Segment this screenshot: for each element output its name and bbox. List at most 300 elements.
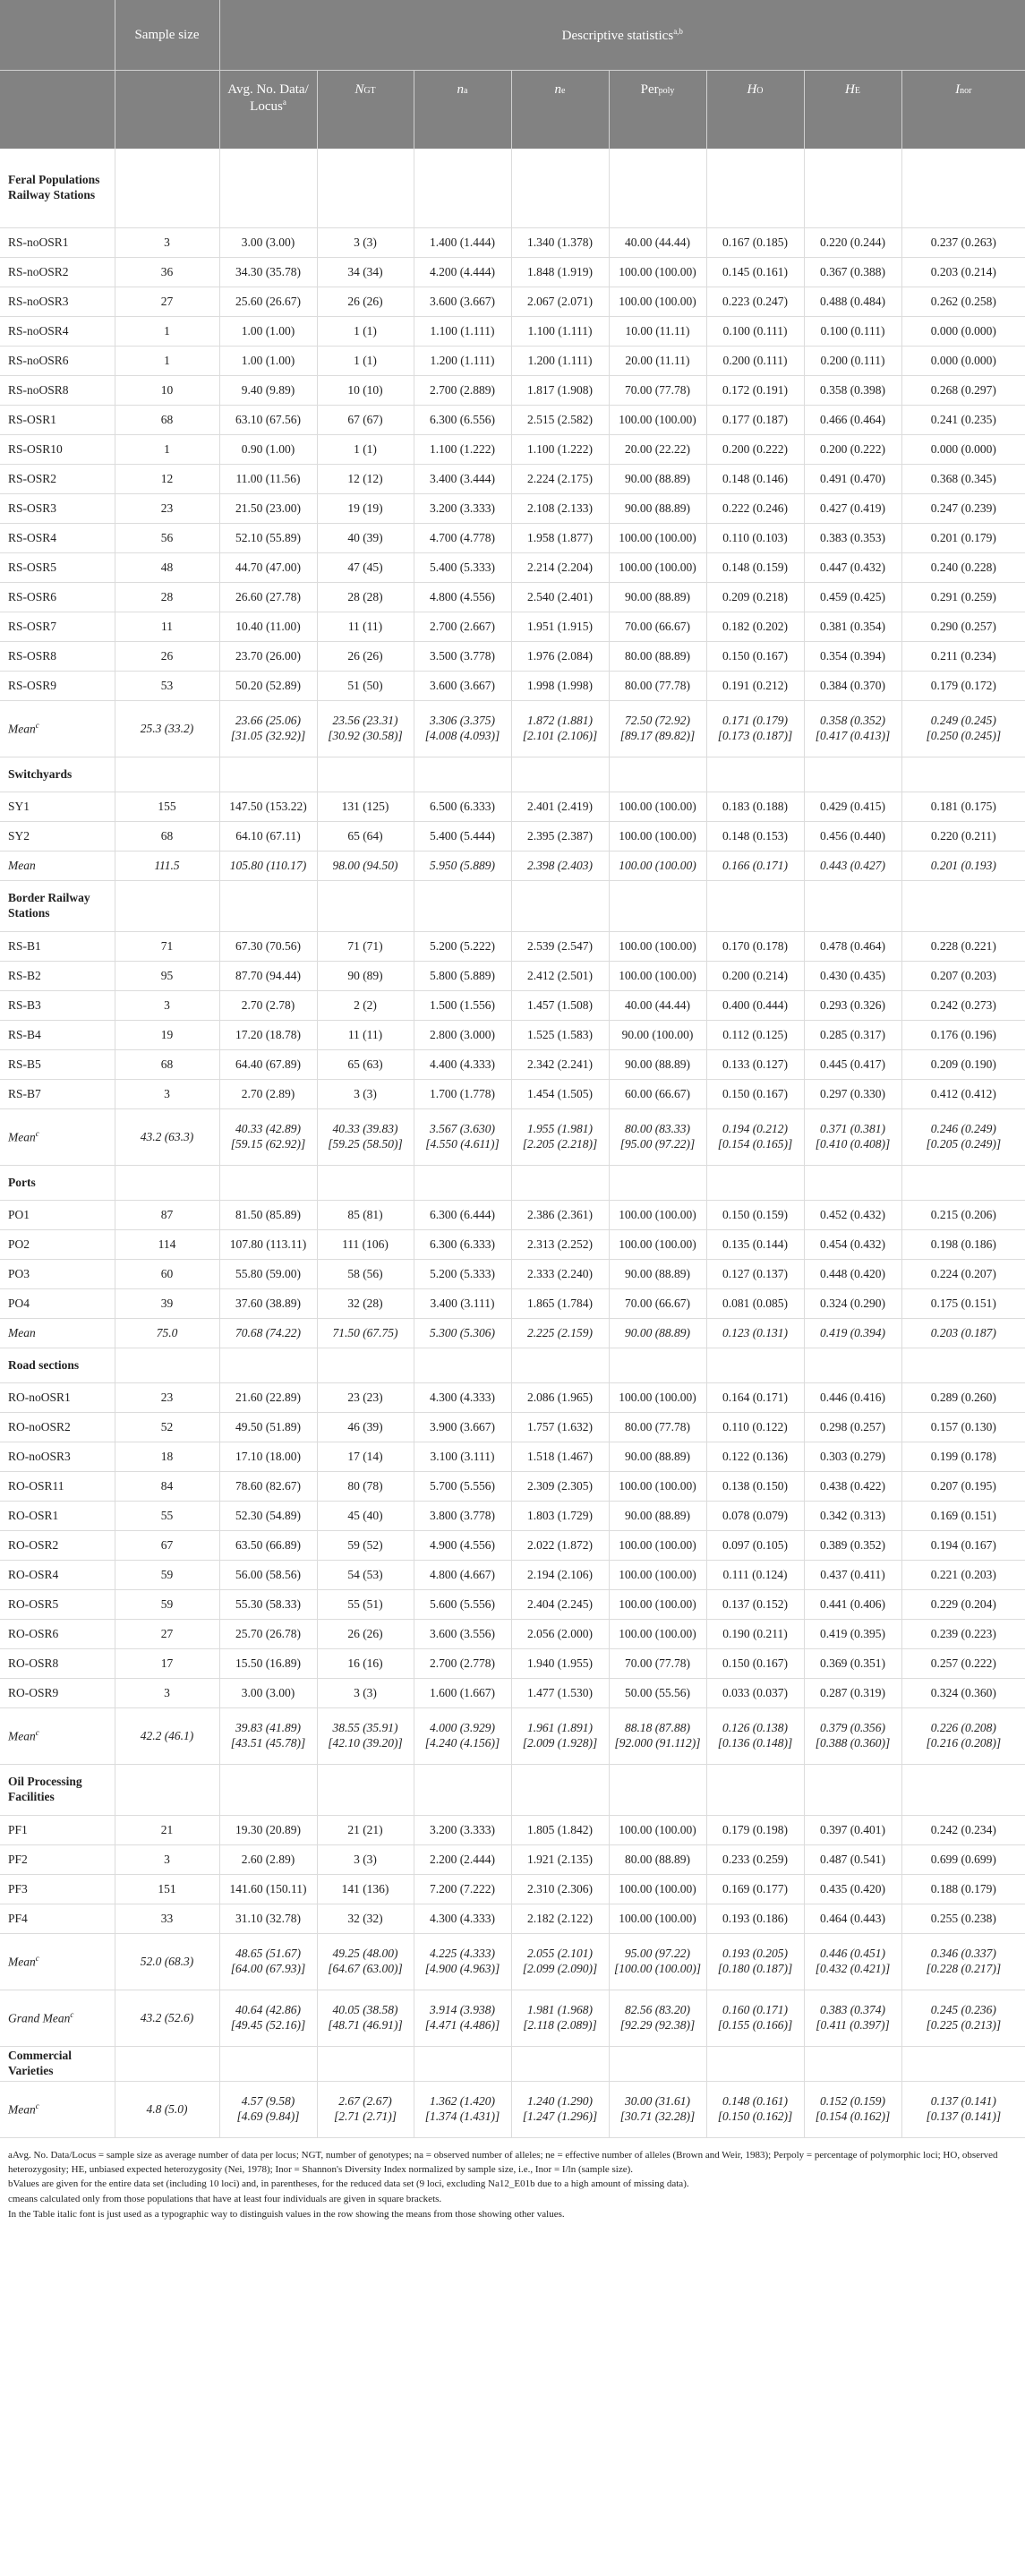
cell-ngt: 26 (26) xyxy=(317,287,414,317)
cell-na: 3.600 (3.667) xyxy=(414,672,511,701)
table-row xyxy=(0,494,1025,524)
cell-avg: 63.50 (66.89) xyxy=(219,1531,317,1561)
cell-per: 100.00 (100.00) xyxy=(609,1531,706,1561)
population-name: PO3 xyxy=(0,1260,115,1289)
table-row xyxy=(0,1260,1025,1289)
cell-n: 17 xyxy=(115,1649,219,1679)
mean-cell-avg: 39.83 (41.89) [43.51 (45.78)] xyxy=(219,1708,317,1765)
mean-cell-ngt: 71.50 (67.75) xyxy=(317,1319,414,1348)
header-avg-sup: a xyxy=(282,98,286,107)
mean-cell-ho: 0.171 (0.179) [0.173 (0.187)] xyxy=(706,701,804,757)
cell-ne: 2.214 (2.204) xyxy=(511,553,609,583)
cell-na: 5.800 (5.889) xyxy=(414,962,511,991)
group-empty-cell xyxy=(804,1348,901,1383)
mean-row xyxy=(0,1109,1025,1166)
cell-ho: 0.078 (0.079) xyxy=(706,1502,804,1531)
cell-per: 80.00 (88.89) xyxy=(609,642,706,672)
cell-per: 90.00 (88.89) xyxy=(609,1502,706,1531)
cell-ngt: 141 (136) xyxy=(317,1875,414,1904)
mean-row xyxy=(0,701,1025,757)
cell-ngt: 19 (19) xyxy=(317,494,414,524)
cell-he: 0.397 (0.401) xyxy=(804,1816,901,1845)
cell-n: 23 xyxy=(115,494,219,524)
cell-avg: 3.00 (3.00) xyxy=(219,1679,317,1708)
cell-ne: 1.457 (1.508) xyxy=(511,991,609,1021)
cell-ne: 1.976 (2.084) xyxy=(511,642,609,672)
cell-inor: 0.194 (0.167) xyxy=(901,1531,1025,1561)
cell-inor: 0.203 (0.214) xyxy=(901,258,1025,287)
mean-cell-ho: 0.194 (0.212) [0.154 (0.165)] xyxy=(706,1109,804,1166)
population-name: RO-OSR5 xyxy=(0,1590,115,1620)
population-name: RS-noOSR3 xyxy=(0,287,115,317)
group-empty-cell xyxy=(901,1765,1025,1816)
group-empty-cell xyxy=(219,881,317,932)
group-title: Border Railway Stations xyxy=(0,881,115,932)
table-row xyxy=(0,1590,1025,1620)
mean-cell-inor: 0.226 (0.208) [0.216 (0.208)] xyxy=(901,1708,1025,1765)
cell-per: 100.00 (100.00) xyxy=(609,524,706,553)
cell-per: 100.00 (100.00) xyxy=(609,1201,706,1230)
group-empty-cell xyxy=(317,1765,414,1816)
cell-avg: 56.00 (58.56) xyxy=(219,1561,317,1590)
cell-avg: 52.30 (54.89) xyxy=(219,1502,317,1531)
cell-ho: 0.167 (0.185) xyxy=(706,228,804,258)
mean-cell-na: 3.914 (3.938) [4.471 (4.486)] xyxy=(414,1990,511,2047)
mean-cell-ho: 0.123 (0.131) xyxy=(706,1319,804,1348)
mean-cell-he: 0.446 (0.451) [0.432 (0.421)] xyxy=(804,1934,901,1990)
cell-ngt: 71 (71) xyxy=(317,932,414,962)
cell-inor: 0.247 (0.239) xyxy=(901,494,1025,524)
cell-ne: 1.477 (1.530) xyxy=(511,1679,609,1708)
group-empty-cell xyxy=(414,1348,511,1383)
population-name: RO-OSR8 xyxy=(0,1649,115,1679)
header-inor-sub: nor xyxy=(960,86,972,96)
mean-cell-ho: 0.160 (0.171) [0.155 (0.166)] xyxy=(706,1990,804,2047)
cell-ne: 1.100 (1.111) xyxy=(511,317,609,347)
mean-cell-inor: 0.203 (0.187) xyxy=(901,1319,1025,1348)
mean-cell-na: 4.000 (3.929) [4.240 (4.156)] xyxy=(414,1708,511,1765)
mean-row xyxy=(0,1934,1025,1990)
group-empty-cell xyxy=(115,149,219,228)
population-name: RS-OSR4 xyxy=(0,524,115,553)
cell-ho: 0.145 (0.161) xyxy=(706,258,804,287)
mean-cell-inor: 0.246 (0.249) [0.205 (0.249)] xyxy=(901,1109,1025,1166)
group-empty-cell xyxy=(511,1348,609,1383)
cell-he: 0.446 (0.416) xyxy=(804,1383,901,1413)
table-row xyxy=(0,1442,1025,1472)
header-ne xyxy=(511,71,609,150)
cell-n: 53 xyxy=(115,672,219,701)
cell-per: 100.00 (100.00) xyxy=(609,962,706,991)
table-row xyxy=(0,1816,1025,1845)
mean-cell-na: 5.300 (5.306) xyxy=(414,1319,511,1348)
cell-per: 90.00 (88.89) xyxy=(609,1050,706,1080)
mean-cell-per: 88.18 (87.88) [92.000 (91.112)] xyxy=(609,1708,706,1765)
cell-ne: 1.958 (1.877) xyxy=(511,524,609,553)
group-header-row xyxy=(0,1348,1025,1383)
mean-cell-avg: 4.57 (9.58) [4.69 (9.84)] xyxy=(219,2082,317,2138)
cell-n: 12 xyxy=(115,465,219,494)
cell-avg: 21.50 (23.00) xyxy=(219,494,317,524)
mean-label xyxy=(0,2082,115,2138)
cell-avg: 55.80 (59.00) xyxy=(219,1260,317,1289)
cell-ho: 0.100 (0.111) xyxy=(706,317,804,347)
cell-ngt: 80 (78) xyxy=(317,1472,414,1502)
cell-per: 90.00 (88.89) xyxy=(609,494,706,524)
group-empty-cell xyxy=(219,2047,317,2082)
cell-inor: 0.207 (0.195) xyxy=(901,1472,1025,1502)
cell-avg: 63.10 (67.56) xyxy=(219,406,317,435)
cell-avg: 78.60 (82.67) xyxy=(219,1472,317,1502)
group-empty-cell xyxy=(115,1166,219,1201)
cell-inor: 0.176 (0.196) xyxy=(901,1021,1025,1050)
cell-per: 100.00 (100.00) xyxy=(609,792,706,822)
population-name: RS-OSR10 xyxy=(0,435,115,465)
cell-avg: 55.30 (58.33) xyxy=(219,1590,317,1620)
population-name: RO-OSR6 xyxy=(0,1620,115,1649)
group-empty-cell xyxy=(511,881,609,932)
table-row xyxy=(0,932,1025,962)
cell-he: 0.293 (0.326) xyxy=(804,991,901,1021)
cell-he: 0.369 (0.351) xyxy=(804,1649,901,1679)
cell-ne: 1.518 (1.467) xyxy=(511,1442,609,1472)
cell-na: 1.500 (1.556) xyxy=(414,991,511,1021)
cell-na: 6.300 (6.556) xyxy=(414,406,511,435)
group-empty-cell xyxy=(115,757,219,792)
header-descriptive-sup: a,b xyxy=(673,26,683,36)
cell-ngt: 3 (3) xyxy=(317,228,414,258)
mean-cell-n: 111.5 xyxy=(115,852,219,881)
cell-ngt: 12 (12) xyxy=(317,465,414,494)
cell-per: 100.00 (100.00) xyxy=(609,553,706,583)
group-title: Road sections xyxy=(0,1348,115,1383)
population-name: RS-noOSR8 xyxy=(0,376,115,406)
cell-ho: 0.172 (0.191) xyxy=(706,376,804,406)
mean-cell-ngt: 49.25 (48.00) [64.67 (63.00)] xyxy=(317,1934,414,1990)
cell-n: 39 xyxy=(115,1289,219,1319)
mean-label-sup: c xyxy=(35,1953,39,1963)
group-title: Switchyards xyxy=(0,757,115,792)
mean-cell-avg: 40.33 (42.89) [59.15 (62.92)] xyxy=(219,1109,317,1166)
cell-n: 84 xyxy=(115,1472,219,1502)
header-avg-text: Avg. No. Data/ Locus xyxy=(227,82,309,114)
cell-inor: 0.237 (0.263) xyxy=(901,228,1025,258)
table-row xyxy=(0,435,1025,465)
footnote: bValues are given for the entire data set (including 10 loci) and, in parentheses, for the reduced data set (9 loci, excluding Na12_E01b due to a high amount of missing data). xyxy=(8,2178,689,2189)
cell-na: 5.600 (5.556) xyxy=(414,1590,511,1620)
population-name: RS-B5 xyxy=(0,1050,115,1080)
cell-ngt: 58 (56) xyxy=(317,1260,414,1289)
header-ho-sub: O xyxy=(756,86,764,96)
group-empty-cell xyxy=(706,1166,804,1201)
cell-per: 70.00 (77.78) xyxy=(609,1649,706,1679)
cell-he: 0.464 (0.443) xyxy=(804,1904,901,1934)
cell-ho: 0.191 (0.212) xyxy=(706,672,804,701)
cell-he: 0.441 (0.406) xyxy=(804,1590,901,1620)
cell-ho: 0.200 (0.222) xyxy=(706,435,804,465)
cell-ngt: 85 (81) xyxy=(317,1201,414,1230)
cell-he: 0.287 (0.319) xyxy=(804,1679,901,1708)
cell-he: 0.487 (0.541) xyxy=(804,1845,901,1875)
cell-na: 3.500 (3.778) xyxy=(414,642,511,672)
cell-he: 0.454 (0.432) xyxy=(804,1230,901,1260)
cell-n: 27 xyxy=(115,287,219,317)
group-title: Commercial Varieties xyxy=(0,2047,115,2082)
cell-n: 55 xyxy=(115,1502,219,1531)
cell-avg: 3.00 (3.00) xyxy=(219,228,317,258)
cell-avg: 9.40 (9.89) xyxy=(219,376,317,406)
cell-ne: 1.100 (1.222) xyxy=(511,435,609,465)
population-name: RO-OSR11 xyxy=(0,1472,115,1502)
group-header-row xyxy=(0,1166,1025,1201)
group-empty-cell xyxy=(115,881,219,932)
group-empty-cell xyxy=(901,2047,1025,2082)
table-row xyxy=(0,1561,1025,1590)
mean-cell-na: 3.567 (3.630) [4.550 (4.611)] xyxy=(414,1109,511,1166)
header-ne-text: n xyxy=(554,82,562,97)
group-title: Feral Populations Railway Stations xyxy=(0,149,115,228)
cell-inor: 0.262 (0.258) xyxy=(901,287,1025,317)
cell-na: 3.800 (3.778) xyxy=(414,1502,511,1531)
cell-ne: 1.998 (1.998) xyxy=(511,672,609,701)
cell-inor: 0.157 (0.130) xyxy=(901,1413,1025,1442)
mean-cell-n: 4.8 (5.0) xyxy=(115,2082,219,2138)
cell-ngt: 131 (125) xyxy=(317,792,414,822)
header-ho-text: H xyxy=(747,82,757,97)
cell-ngt: 65 (63) xyxy=(317,1050,414,1080)
mean-cell-ngt: 2.67 (2.67) [2.71 (2.71)] xyxy=(317,2082,414,2138)
table-row xyxy=(0,1201,1025,1230)
header-ngt-text: N xyxy=(354,82,364,97)
cell-per: 80.00 (88.89) xyxy=(609,1845,706,1875)
cell-na: 2.200 (2.444) xyxy=(414,1845,511,1875)
mean-label-text: Mean xyxy=(8,858,36,872)
cell-per: 100.00 (100.00) xyxy=(609,1875,706,1904)
cell-ngt: 3 (3) xyxy=(317,1679,414,1708)
group-empty-cell xyxy=(414,1166,511,1201)
cell-na: 5.200 (5.333) xyxy=(414,1260,511,1289)
cell-na: 4.200 (4.444) xyxy=(414,258,511,287)
group-empty-cell xyxy=(706,881,804,932)
cell-avg: 21.60 (22.89) xyxy=(219,1383,317,1413)
footnote: cmeans calculated only from those populations that have at least four individuals are given in square brackets. xyxy=(8,2194,442,2204)
group-empty-cell xyxy=(115,2047,219,2082)
group-empty-cell xyxy=(609,757,706,792)
cell-na: 6.300 (6.333) xyxy=(414,1230,511,1260)
cell-per: 100.00 (100.00) xyxy=(609,932,706,962)
cell-per: 100.00 (100.00) xyxy=(609,1620,706,1649)
cell-avg: 26.60 (27.78) xyxy=(219,583,317,612)
table-row xyxy=(0,1472,1025,1502)
cell-ngt: 28 (28) xyxy=(317,583,414,612)
group-empty-cell xyxy=(511,1166,609,1201)
cell-na: 3.200 (3.333) xyxy=(414,494,511,524)
group-empty-cell xyxy=(219,1166,317,1201)
cell-na: 4.300 (4.333) xyxy=(414,1383,511,1413)
cell-n: 67 xyxy=(115,1531,219,1561)
cell-ne: 2.395 (2.387) xyxy=(511,822,609,852)
cell-ne: 1.921 (2.135) xyxy=(511,1845,609,1875)
cell-inor: 0.000 (0.000) xyxy=(901,317,1025,347)
cell-per: 100.00 (100.00) xyxy=(609,406,706,435)
cell-na: 1.700 (1.778) xyxy=(414,1080,511,1109)
mean-label-sup: c xyxy=(35,720,39,730)
cell-he: 0.435 (0.420) xyxy=(804,1875,901,1904)
header-sample-size: Sample size xyxy=(115,0,219,71)
cell-avg: 25.70 (26.78) xyxy=(219,1620,317,1649)
cell-ne: 2.342 (2.241) xyxy=(511,1050,609,1080)
cell-na: 5.400 (5.333) xyxy=(414,553,511,583)
mean-cell-na: 5.950 (5.889) xyxy=(414,852,511,881)
cell-na: 2.800 (3.000) xyxy=(414,1021,511,1050)
group-empty-cell xyxy=(609,1166,706,1201)
group-empty-cell xyxy=(609,881,706,932)
cell-he: 0.285 (0.317) xyxy=(804,1021,901,1050)
cell-na: 6.500 (6.333) xyxy=(414,792,511,822)
cell-ho: 0.111 (0.124) xyxy=(706,1561,804,1590)
cell-he: 0.452 (0.432) xyxy=(804,1201,901,1230)
cell-ho: 0.169 (0.177) xyxy=(706,1875,804,1904)
cell-ne: 2.086 (1.965) xyxy=(511,1383,609,1413)
cell-ho: 0.110 (0.103) xyxy=(706,524,804,553)
cell-ne: 2.404 (2.245) xyxy=(511,1590,609,1620)
cell-avg: 17.20 (18.78) xyxy=(219,1021,317,1050)
cell-n: 56 xyxy=(115,524,219,553)
group-empty-cell xyxy=(511,1765,609,1816)
mean-cell-he: 0.371 (0.381) [0.410 (0.408)] xyxy=(804,1109,901,1166)
cell-ne: 1.454 (1.505) xyxy=(511,1080,609,1109)
cell-inor: 0.207 (0.203) xyxy=(901,962,1025,991)
mean-label-sup: c xyxy=(35,1128,39,1138)
population-name: PO2 xyxy=(0,1230,115,1260)
cell-na: 4.900 (4.556) xyxy=(414,1531,511,1561)
mean-row xyxy=(0,2082,1025,2138)
cell-avg: 64.40 (67.89) xyxy=(219,1050,317,1080)
population-name: RS-OSR3 xyxy=(0,494,115,524)
cell-inor: 0.290 (0.257) xyxy=(901,612,1025,642)
cell-inor: 0.199 (0.178) xyxy=(901,1442,1025,1472)
mean-label xyxy=(0,1708,115,1765)
cell-avg: 67.30 (70.56) xyxy=(219,932,317,962)
header-na-sub: a xyxy=(464,86,468,96)
grand-mean-row xyxy=(0,1990,1025,2047)
population-name: PF3 xyxy=(0,1875,115,1904)
cell-n: 27 xyxy=(115,1620,219,1649)
cell-he: 0.419 (0.395) xyxy=(804,1620,901,1649)
header-descriptive-text: Descriptive statistics xyxy=(561,28,674,43)
table-row xyxy=(0,1875,1025,1904)
group-empty-cell xyxy=(219,149,317,228)
cell-n: 155 xyxy=(115,792,219,822)
group-empty-cell xyxy=(706,1765,804,1816)
cell-per: 90.00 (88.89) xyxy=(609,583,706,612)
cell-ne: 1.525 (1.583) xyxy=(511,1021,609,1050)
cell-ne: 1.940 (1.955) xyxy=(511,1649,609,1679)
cell-he: 0.429 (0.415) xyxy=(804,792,901,822)
cell-inor: 0.324 (0.360) xyxy=(901,1679,1025,1708)
mean-label xyxy=(0,701,115,757)
cell-ne: 2.056 (2.000) xyxy=(511,1620,609,1649)
cell-he: 0.438 (0.422) xyxy=(804,1472,901,1502)
header-ne-sub: e xyxy=(561,86,566,96)
table-row xyxy=(0,347,1025,376)
cell-n: 48 xyxy=(115,553,219,583)
table-row xyxy=(0,1080,1025,1109)
cell-ho: 0.179 (0.198) xyxy=(706,1816,804,1845)
mean-cell-n: 52.0 (68.3) xyxy=(115,1934,219,1990)
cell-he: 0.298 (0.257) xyxy=(804,1413,901,1442)
mean-cell-ngt: 98.00 (94.50) xyxy=(317,852,414,881)
cell-ho: 0.148 (0.153) xyxy=(706,822,804,852)
cell-he: 0.478 (0.464) xyxy=(804,932,901,962)
population-name: RS-noOSR4 xyxy=(0,317,115,347)
cell-he: 0.437 (0.411) xyxy=(804,1561,901,1590)
mean-label xyxy=(0,1990,115,2047)
mean-label-sup: c xyxy=(35,1727,39,1737)
cell-n: 3 xyxy=(115,1845,219,1875)
group-empty-cell xyxy=(901,1166,1025,1201)
table-row xyxy=(0,1021,1025,1050)
cell-ngt: 3 (3) xyxy=(317,1845,414,1875)
group-empty-cell xyxy=(609,1765,706,1816)
mean-cell-n: 75.0 xyxy=(115,1319,219,1348)
cell-ngt: 55 (51) xyxy=(317,1590,414,1620)
cell-inor: 0.240 (0.228) xyxy=(901,553,1025,583)
cell-inor: 0.209 (0.190) xyxy=(901,1050,1025,1080)
mean-cell-ho: 0.166 (0.171) xyxy=(706,852,804,881)
cell-na: 4.300 (4.333) xyxy=(414,1904,511,1934)
group-empty-cell xyxy=(901,757,1025,792)
cell-n: 68 xyxy=(115,1050,219,1080)
mean-cell-he: 0.443 (0.427) xyxy=(804,852,901,881)
group-empty-cell xyxy=(511,2047,609,2082)
cell-he: 0.383 (0.353) xyxy=(804,524,901,553)
group-empty-cell xyxy=(317,757,414,792)
cell-ho: 0.033 (0.037) xyxy=(706,1679,804,1708)
mean-cell-ne: 1.955 (1.981) [2.205 (2.218)] xyxy=(511,1109,609,1166)
cell-ho: 0.200 (0.214) xyxy=(706,962,804,991)
cell-ho: 0.127 (0.137) xyxy=(706,1260,804,1289)
table-row xyxy=(0,1289,1025,1319)
cell-per: 70.00 (66.67) xyxy=(609,612,706,642)
mean-label-text: Mean xyxy=(8,2102,36,2117)
cell-n: 23 xyxy=(115,1383,219,1413)
table-row xyxy=(0,1050,1025,1080)
population-name: RS-OSR6 xyxy=(0,583,115,612)
cell-ngt: 34 (34) xyxy=(317,258,414,287)
cell-he: 0.445 (0.417) xyxy=(804,1050,901,1080)
cell-avg: 31.10 (32.78) xyxy=(219,1904,317,1934)
cell-n: 68 xyxy=(115,822,219,852)
cell-ho: 0.150 (0.167) xyxy=(706,1649,804,1679)
cell-ngt: 10 (10) xyxy=(317,376,414,406)
mean-label xyxy=(0,1109,115,1166)
mean-label-sup: c xyxy=(70,2009,74,2019)
cell-n: 33 xyxy=(115,1904,219,1934)
cell-inor: 0.175 (0.151) xyxy=(901,1289,1025,1319)
cell-na: 5.700 (5.556) xyxy=(414,1472,511,1502)
cell-ho: 0.170 (0.178) xyxy=(706,932,804,962)
cell-per: 40.00 (44.44) xyxy=(609,228,706,258)
cell-per: 100.00 (100.00) xyxy=(609,1230,706,1260)
cell-ho: 0.148 (0.146) xyxy=(706,465,804,494)
cell-ngt: 26 (26) xyxy=(317,1620,414,1649)
group-empty-cell xyxy=(901,881,1025,932)
header-na-text: n xyxy=(457,82,465,97)
population-name: RO-OSR1 xyxy=(0,1502,115,1531)
group-empty-cell xyxy=(511,149,609,228)
mean-cell-ho: 0.148 (0.161) [0.150 (0.162)] xyxy=(706,2082,804,2138)
